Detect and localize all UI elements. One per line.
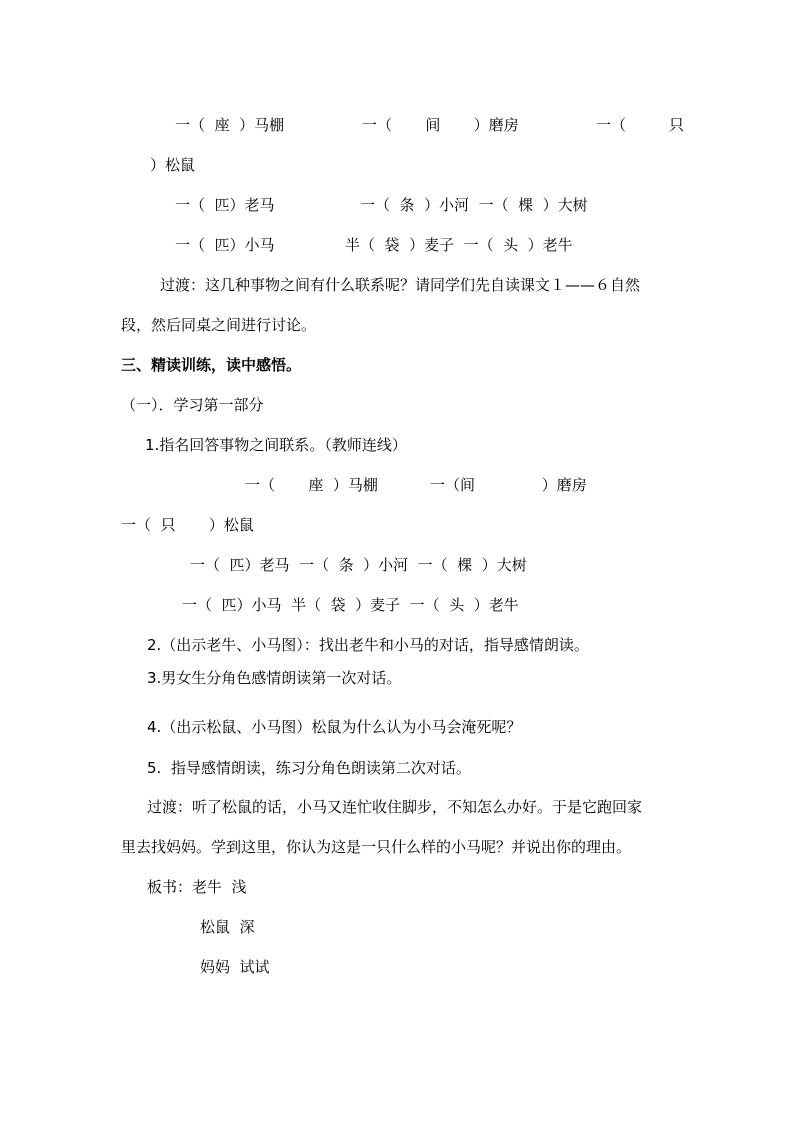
- section-title: 三、精读训练，读中感悟。: [121, 356, 302, 374]
- measure-word-item: ）松鼠: [150, 156, 196, 174]
- measure-word-item: 一（ 只 ）松鼠: [121, 516, 254, 534]
- transition-text: 过渡：听了松鼠的话，小马又连忙收住脚步，不知怎么办好。于是它跑回家: [147, 798, 643, 816]
- step-item: 5. 指导感情朗读，练习分角色朗读第二次对话。: [147, 759, 471, 777]
- measure-word-item: 一（ 座 ）马棚: [175, 116, 285, 134]
- transition-text: 里去找妈妈。学到这里，你认为这是一只什么样的小马呢？并说出你的理由。: [121, 838, 632, 856]
- measure-word-item: 一（ 匹）老马: [175, 196, 275, 214]
- board-notes-item: 妈妈 试试: [200, 958, 270, 976]
- step-item: 1.指名回答事物之间联系。（教师连线）: [145, 436, 407, 454]
- step-item: 2.（出示老牛、小马图）：找出老牛和小马的对话，指导感情朗读。: [147, 636, 589, 654]
- part-title: （一）．学习第一部分: [121, 396, 264, 414]
- step-item: 4.（出示松鼠、小马图）松鼠为什么认为小马会淹死呢？: [147, 718, 522, 736]
- transition-text: 过渡：这几种事物之间有什么联系呢？请同学们先自读课文１——６自然: [160, 276, 641, 294]
- step-item: 3.男女生分角色感情朗读第一次对话。: [147, 669, 402, 687]
- transition-text: 段，然后同桌之间进行讨论。: [121, 316, 317, 334]
- measure-word-row: 一（ 匹）老马 一（ 条 ）小河 一（ 棵 ）大树: [190, 556, 527, 574]
- measure-word-row: 一（ 匹）小马 半（ 袋 ）麦子 一（ 头 ）老牛: [182, 596, 519, 614]
- board-notes-label: 板书：老牛 浅: [147, 878, 247, 896]
- board-notes-item: 松鼠 深: [200, 918, 255, 936]
- measure-word-item: 一（ 只: [596, 116, 684, 134]
- measure-word-item: 一（间 ）磨房: [430, 476, 587, 494]
- measure-word-item: 一（ 条 ）小河 一（ 棵 ）大树: [360, 196, 588, 214]
- measure-word-item: 一（ 间 ）磨房: [362, 116, 519, 134]
- measure-word-item: 一（ 匹）小马: [175, 236, 275, 254]
- measure-word-item: 半（ 袋 ）麦子 一（ 头 ）老牛: [345, 236, 573, 254]
- measure-word-item: 一（ 座 ）马棚: [245, 476, 378, 494]
